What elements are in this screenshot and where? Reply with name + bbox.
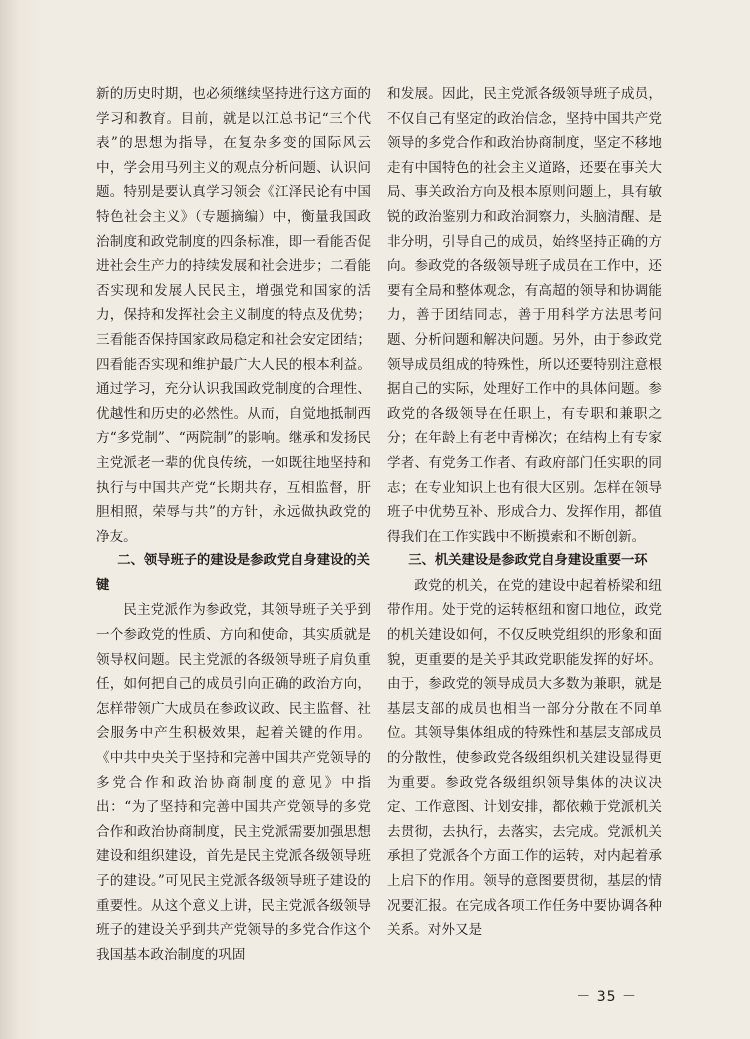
body-paragraph: 民主党派作为参政党，其领导班子关乎到一个参政党的性质、方向和使命，其实质就是领导权问题。民主党派的各级领导班子肩负重任，如何把自己的成员引向正确的政治方向，怎样带领广大成员在参政议政、民主监督、社会服务中产生积极效果，起着关键的作用。《中共中央关于坚持和完善中国共产党领导的多党合作和政治协商制度的意见》中指出：“为了坚持和完善中国共产党领导的多党合作和政治协商制度，民主党派需要加强思想建设和组织建设，首先是民主党派各级领导班子的建设。”可见民主党派各级领导班子建设的重要性。从这个意义上讲，民主党派各级领导班子的建设关乎到共产党领导的多党合作这个我国基本政治制度的巩固 xyxy=(96,602,371,963)
body-paragraph: 政党的机关，在党的建设中起着桥梁和纽带作用。处于党的运转枢纽和窗口地位，政党的机关建设如何，不仅反映党组织的形象和面貌，更重要的是关乎其政党职能发挥的好坏。由于，参政党的领导成员大多数为兼职，就是基层支部的成员也相当一部分分散在不同单位。其领导集体组成的特殊性和基层支部成员的分散性，使参政党各级组织机关建设显得更为重要。参政党各级组织领导集体的决议决定、工作意图、计划安排，都依赖于党派机关去贯彻，去执行，去落实，去完成。党派机关承担了党派各个方面工作的运转，对内起着承上启下的作用。领导的意图要贯彻，基层的情况要汇报。在完成各项工作任务中要协调各种关系。对外又是 xyxy=(387,577,662,939)
left-column xyxy=(96,82,371,967)
page-number: － 35 － xyxy=(576,989,637,1005)
section-heading-2: 二、领导班子的建设是参政党自身建设的关键 xyxy=(96,553,370,593)
body-paragraph: 和发展。因此，民主党派各级领导班子成员，不仅自己有坚定的政治信念，坚持中国共产党领导的多党合作和政治协商制度，坚定不移地走有中国特色的社会主义道路，还要在事关大局、事关政治方向及根本原则问题上，具有敏锐的政治鉴别力和政治洞察力，头脑清醒、是非分明，引导自己的成员，始终坚持正确的方向。参政党的各级领导班子成员在工作中，还要有全局和整体观念，有高超的领导和协调能力，善于团结同志，善于用科学方法思考问题、分析问题和解决问题。另外，由于参政党领导成员组成的特殊性，所以还要特别注意根据自己的实际，处理好工作中的具体问题。参政党的各级领导在任职上，有专职和兼职之分；在年龄上有老中青梯次；在结构上有专家学者、有党务工作者、有政府部门任实职的同志；在专业知识上也有很大区别。怎样在领导班子中优势互补、形成合力、发挥作用，都值得我们在工作实践中不断摸索和不断创新。 xyxy=(387,86,662,545)
body-paragraph: 新的历史时期，也必须继续坚持进行这方面的学习和教育。目前，就是以江总书记“三个代表”的思想为指导，在复杂多变的国际风云中，学会用马列主义的观点分析问题、认识问题。特别是要认真学习领会《江泽民论有中国特色社会主义》（专题摘编）中，衡量我国政治制度和政党制度的四条标准，即一看能否促进社会生产力的持续发展和社会进步；二看能否实现和发展人民民主，增强党和国家的活力，保持和发挥社会主义制度的特点及优势；三看能否保持国家政局稳定和社会安定团结；四看能否实现和维护最广大人民的根本利益。通过学习，充分认识我国政党制度的合理性、优越性和历史的必然性。从而，自觉地抵制西方“多党制”、“两院制”的影响。继承和发扬民主党派老一辈的优良传统，一如既往地坚持和执行与中国共产党“长期共存，互相监督，肝胆相照，荣辱与共”的方针，永远做执政党的净友。 xyxy=(96,86,371,545)
right-column xyxy=(387,82,662,943)
section-heading-3: 三、机关建设是参政党自身建设重要一环 xyxy=(408,553,648,569)
